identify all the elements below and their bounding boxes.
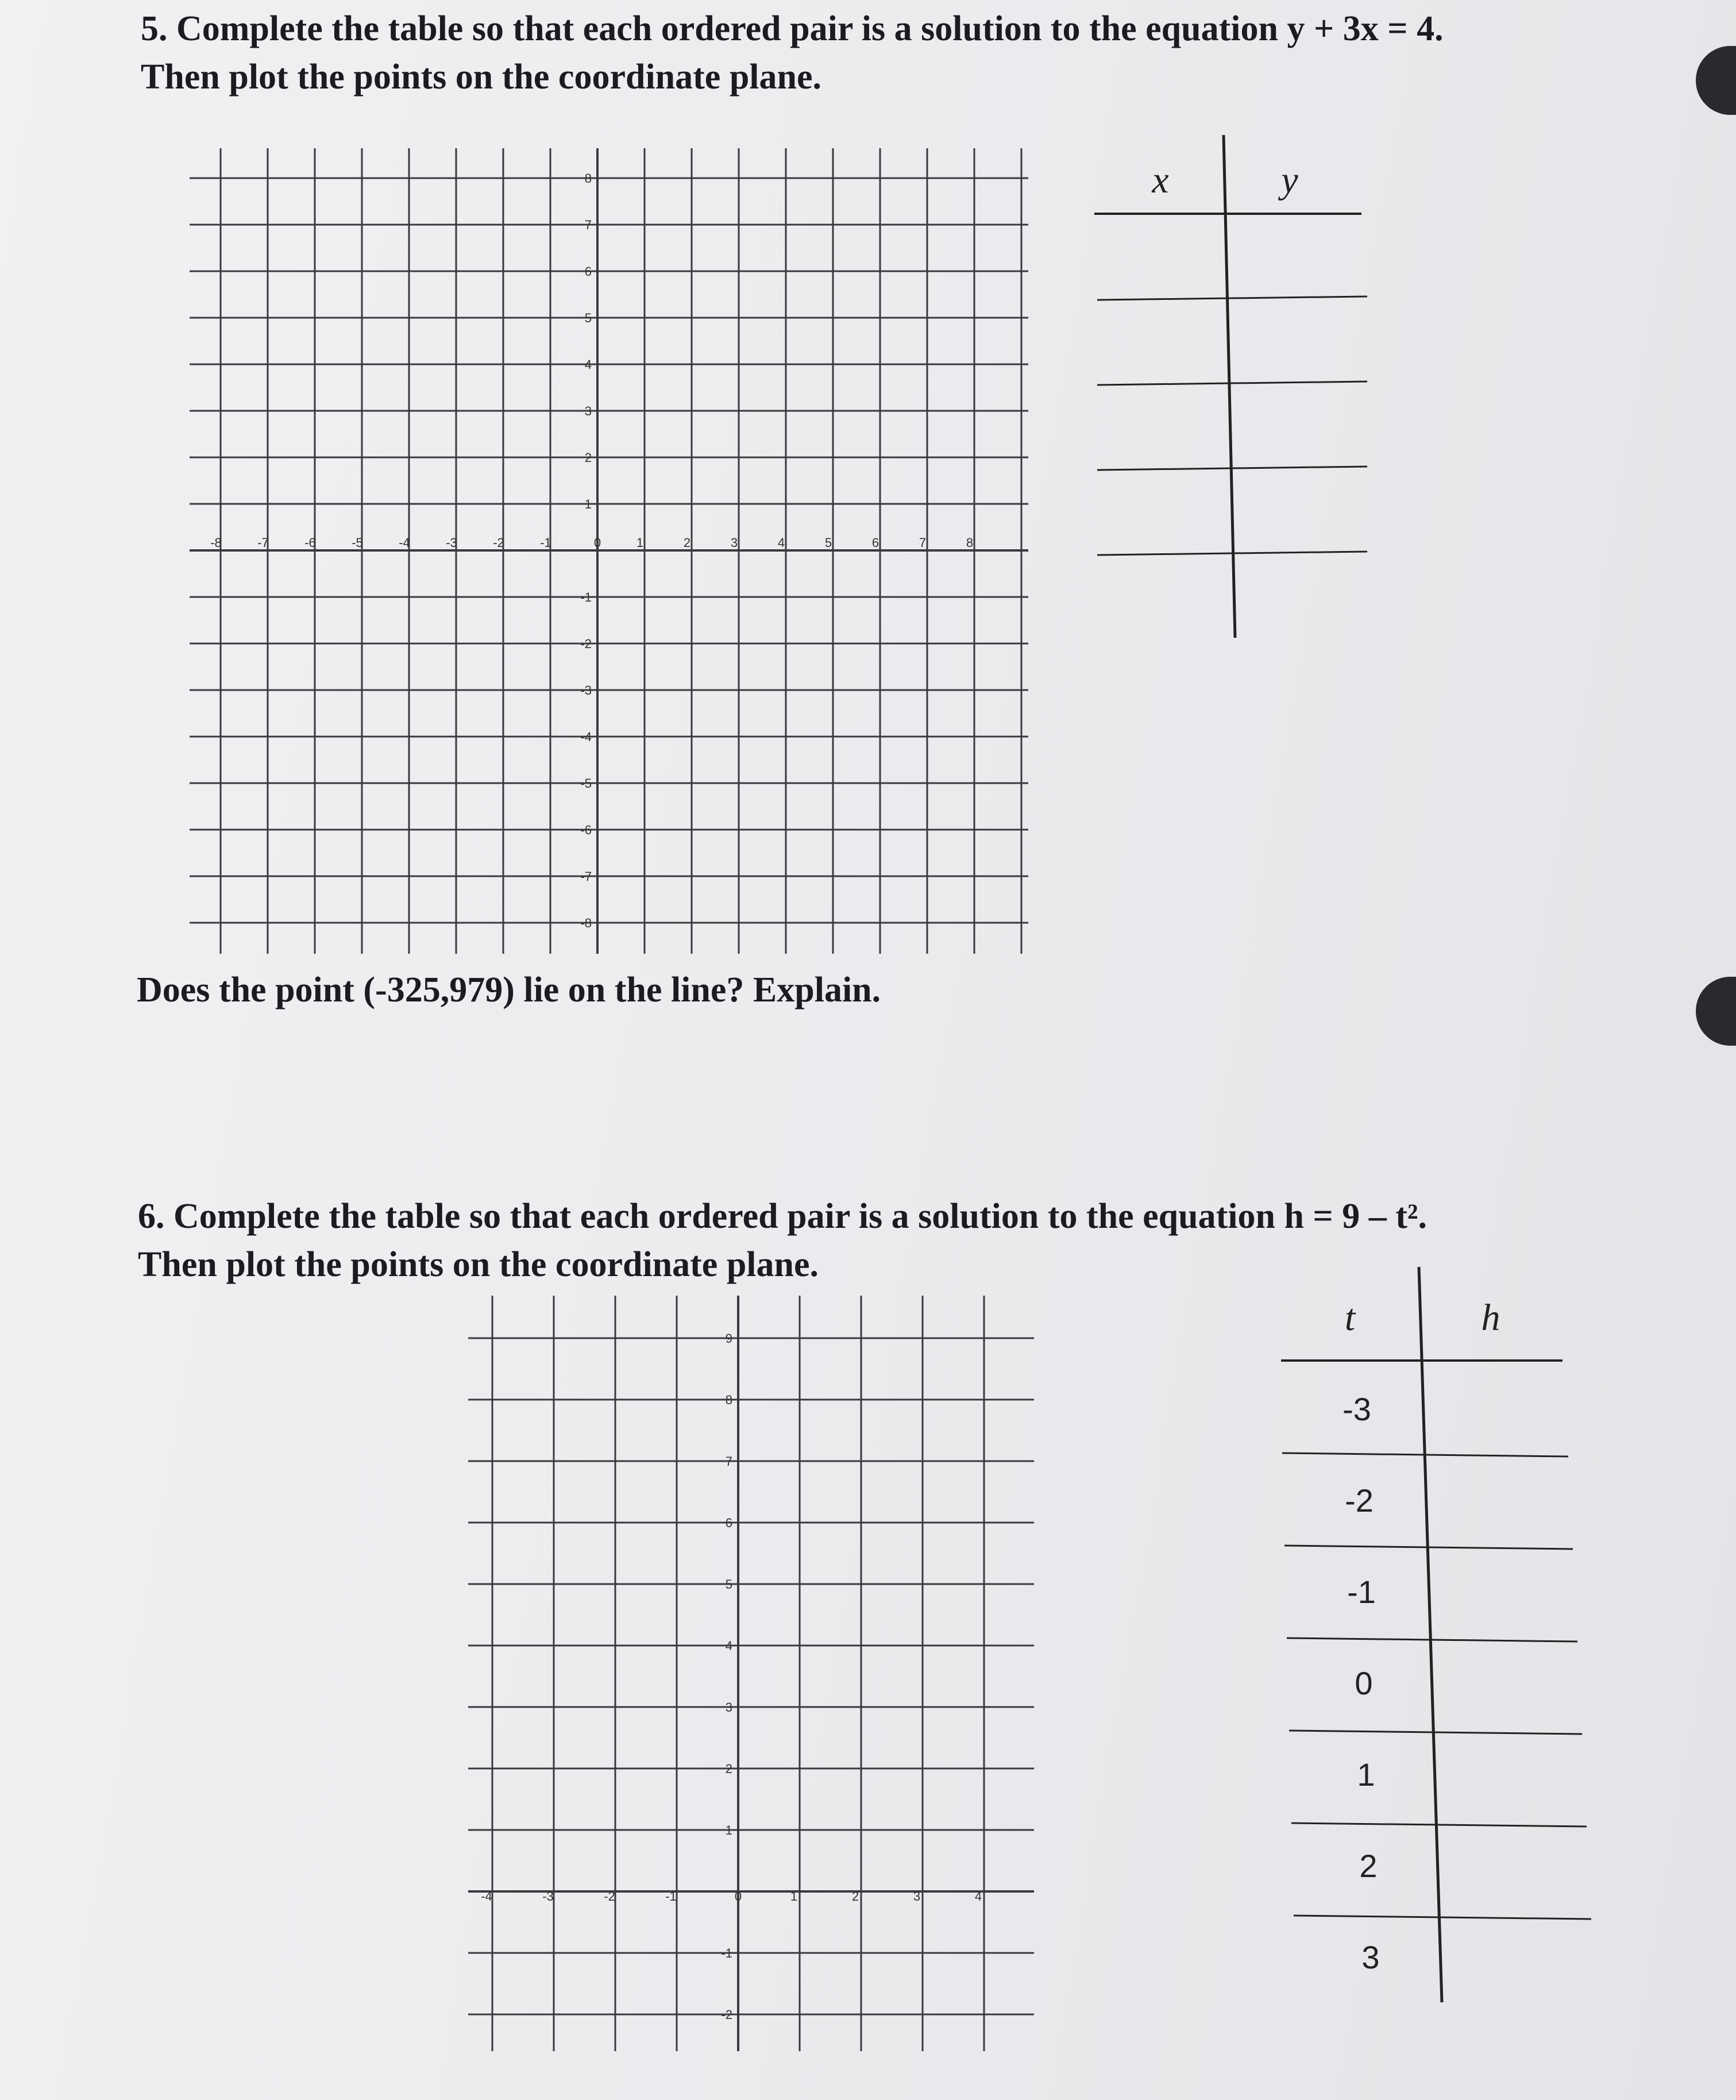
table-t-value: -2 [1345, 1482, 1374, 1519]
x-tick-label: -3 [542, 1889, 554, 1904]
y-tick-label: -6 [580, 823, 592, 837]
y-tick-label: -7 [580, 869, 592, 884]
y-tick-label: -3 [580, 683, 592, 698]
table-col-t-header: t [1344, 1297, 1356, 1339]
y-tick-label: 4 [584, 357, 592, 372]
x-tick-label: 0 [734, 1889, 742, 1904]
y-tick-label: -1 [721, 1946, 732, 1960]
table-t-value: 0 [1355, 1665, 1373, 1701]
table-col-h-header: h [1481, 1297, 1500, 1339]
y-tick-label: 2 [584, 450, 592, 465]
x-tick-label: 0 [593, 535, 601, 550]
x-tick-label: -6 [304, 535, 316, 550]
y-tick-label: 1 [725, 1823, 732, 1837]
x-tick-label: -1 [665, 1889, 677, 1904]
x-tick-label: 4 [777, 535, 785, 550]
x-tick-label: -4 [399, 535, 410, 550]
table-divider [1419, 1267, 1442, 2002]
problem-5-question: Does the point (-325,979) lie on the line? Explain. [137, 970, 881, 1009]
problem-5-xy-table[interactable] [1094, 135, 1367, 638]
y-tick-label: -2 [721, 2007, 732, 2022]
y-tick-label: 9 [725, 1331, 732, 1346]
x-tick-label: -8 [210, 535, 222, 550]
y-tick-label: 5 [725, 1577, 732, 1592]
x-tick-label: 6 [871, 535, 879, 550]
x-tick-label: 1 [636, 535, 644, 550]
y-tick-label: 6 [725, 1516, 732, 1530]
x-tick-label: -4 [481, 1889, 492, 1904]
table-t-value: 2 [1359, 1848, 1378, 1884]
problem-6-prompt-line1: 6. Complete the table so that each ordered pair is a solution to the equation h = 9 – t². [138, 1197, 1427, 1236]
y-tick-label: 7 [725, 1454, 732, 1469]
y-tick-label: -4 [580, 730, 592, 744]
x-tick-label: 3 [730, 535, 738, 550]
y-tick-label: 8 [725, 1393, 732, 1407]
x-tick-label: -1 [540, 535, 551, 550]
y-tick-label: 3 [725, 1700, 732, 1714]
y-tick-label: 7 [584, 218, 592, 232]
table-t-value: -1 [1347, 1574, 1376, 1610]
y-tick-label: 8 [584, 171, 592, 186]
table-row-rule [1289, 1731, 1582, 1734]
table-t-value: 1 [1357, 1756, 1375, 1793]
x-tick-label: -3 [446, 535, 457, 550]
x-tick-label: -2 [604, 1889, 615, 1904]
table-row-rule [1097, 382, 1367, 385]
x-tick-label: -2 [493, 535, 504, 550]
x-tick-label: 3 [913, 1889, 921, 1904]
y-tick-label: 1 [584, 497, 592, 511]
x-tick-label: 4 [974, 1889, 982, 1904]
y-tick-label: -2 [580, 637, 592, 651]
x-tick-label: 8 [966, 535, 974, 550]
table-t-value: -3 [1342, 1391, 1371, 1427]
x-tick-label: 1 [790, 1889, 798, 1904]
problem-5-coordinate-grid[interactable] [190, 148, 1028, 954]
x-tick-label: -5 [352, 535, 363, 550]
y-tick-label: 4 [725, 1639, 732, 1653]
y-tick-label: 2 [725, 1762, 732, 1776]
table-col-y-header: y [1281, 159, 1298, 201]
x-tick-label: 2 [851, 1889, 859, 1904]
x-tick-label: 5 [824, 535, 832, 550]
x-tick-label: 2 [683, 535, 691, 550]
y-tick-label: 3 [584, 404, 592, 418]
y-tick-label: 6 [584, 264, 592, 279]
x-tick-label: -7 [257, 535, 269, 550]
problem-6-coordinate-grid[interactable] [468, 1296, 1034, 2051]
table-divider [1224, 135, 1235, 638]
table-t-value: 3 [1361, 1939, 1380, 1975]
table-row-rule [1294, 1916, 1591, 1919]
y-tick-label: -8 [580, 916, 592, 930]
problem-6-prompt-line2: Then plot the points on the coordinate plane. [138, 1245, 819, 1284]
problem-6-th-table[interactable] [1281, 1267, 1591, 2002]
table-row-rule [1097, 296, 1367, 300]
y-tick-label: -5 [580, 776, 592, 791]
problem-5-prompt-line2: Then plot the points on the coordinate plane. [141, 57, 822, 97]
x-tick-label: 7 [919, 535, 927, 550]
problem-5-prompt-line1: 5. Complete the table so that each ordered pair is a solution to the equation y + 3x = 4. [141, 9, 1444, 48]
y-tick-label: -1 [580, 590, 592, 604]
table-row-rule [1287, 1638, 1577, 1642]
y-tick-label: 5 [584, 311, 592, 325]
table-row-rule [1291, 1823, 1587, 1827]
table-col-x-header: x [1152, 159, 1169, 201]
